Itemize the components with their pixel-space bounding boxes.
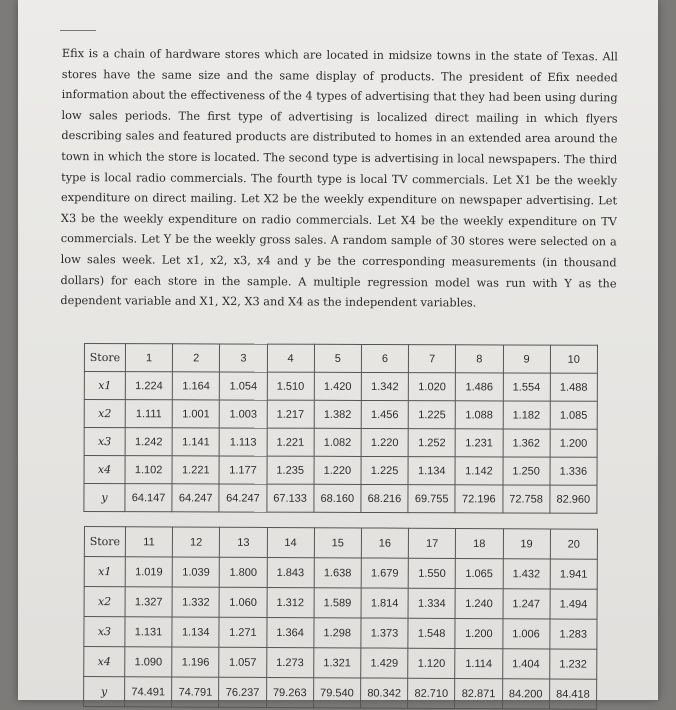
table-cell: 1.225 — [361, 456, 408, 484]
table-row — [84, 456, 597, 486]
table-cell: 1.342 — [361, 372, 408, 400]
table-cell: 1.200 — [455, 618, 502, 648]
table-cell: 72.758 — [502, 485, 549, 513]
table-cell: 68.216 — [361, 484, 408, 512]
table-cell: 1.242 — [125, 428, 172, 456]
table-cell: 84.200 — [502, 679, 549, 709]
table-row — [84, 428, 597, 458]
table-cell: 1.088 — [456, 401, 503, 429]
store-header-label: Store — [84, 344, 125, 372]
table-cell: 82.710 — [408, 678, 455, 708]
store-number: 6 — [361, 344, 408, 372]
table-cell: 1.362 — [503, 429, 550, 457]
store-number: 16 — [361, 528, 408, 558]
table-cell: 1.494 — [550, 589, 597, 619]
table-cell: 1.327 — [125, 587, 172, 617]
table-cell: 82.960 — [550, 485, 597, 513]
store-number: 19 — [503, 529, 550, 559]
table-cell: 1.336 — [550, 457, 597, 485]
table-header-row — [84, 527, 597, 560]
table-cell: 1.334 — [408, 588, 455, 618]
data-table-stores-11-20 — [83, 526, 598, 710]
store-number: 20 — [550, 529, 597, 559]
table-cell: 74.791 — [172, 677, 219, 707]
table-cell: 1.006 — [502, 619, 549, 649]
variable-label: x2 — [84, 400, 125, 428]
table-header-row — [84, 344, 597, 374]
table-cell: 1.429 — [361, 648, 408, 678]
table-cell: 1.182 — [503, 401, 550, 429]
table-cell: 68.160 — [314, 484, 361, 512]
table-cell: 1.090 — [125, 647, 172, 677]
table-cell: 1.164 — [172, 372, 219, 400]
store-number: 2 — [173, 344, 220, 372]
table-cell: 1.488 — [550, 373, 597, 401]
table-row — [84, 587, 597, 620]
table-cell: 1.941 — [550, 559, 597, 589]
table-cell: 1.131 — [125, 617, 172, 647]
store-number: 18 — [456, 528, 503, 558]
store-number: 14 — [267, 527, 314, 557]
table-cell: 1.235 — [267, 456, 314, 484]
table-cell: 1.220 — [314, 456, 361, 484]
table-cell: 1.843 — [267, 557, 314, 587]
table-row — [84, 484, 597, 514]
table-cell: 1.420 — [314, 372, 361, 400]
table-cell: 1.486 — [456, 373, 503, 401]
table-cell: 1.019 — [125, 557, 172, 587]
table-cell: 1.142 — [455, 457, 502, 485]
table-cell: 84.418 — [549, 679, 596, 709]
table-cell: 1.273 — [266, 647, 313, 677]
table-cell: 72.196 — [455, 485, 502, 513]
store-number: 12 — [173, 527, 220, 557]
variable-label: y — [84, 484, 125, 512]
table-row — [84, 400, 597, 430]
table-cell: 64.247 — [219, 484, 266, 512]
table-cell: 1.225 — [408, 401, 455, 429]
store-header-label: Store — [84, 527, 125, 557]
table-cell: 1.283 — [550, 619, 597, 649]
table-cell: 1.548 — [408, 618, 455, 648]
table-cell: 1.111 — [125, 400, 172, 428]
data-table-stores-1-10 — [83, 343, 598, 514]
variable-label: x4 — [84, 456, 125, 484]
store-number: 7 — [409, 345, 456, 373]
table-cell: 1.321 — [313, 648, 360, 678]
store-number: 9 — [503, 345, 550, 373]
table-cell: 1.247 — [503, 589, 550, 619]
table-cell: 1.224 — [125, 372, 172, 400]
table-cell: 64.247 — [172, 484, 219, 512]
variable-label: x2 — [84, 587, 125, 617]
table-cell: 1.250 — [503, 457, 550, 485]
table-cell: 1.001 — [172, 400, 219, 428]
table-cell: 74.491 — [125, 677, 172, 707]
variable-label: x1 — [84, 372, 125, 400]
table-cell: 1.404 — [502, 649, 549, 679]
table-cell: 1.220 — [361, 428, 408, 456]
table-cell: 82.871 — [455, 678, 502, 708]
variable-label: x1 — [84, 557, 125, 587]
table-cell: 1.003 — [220, 400, 267, 428]
table-cell: 1.060 — [219, 587, 266, 617]
store-number: 5 — [314, 344, 361, 372]
table-cell: 1.134 — [172, 617, 219, 647]
table-cell: 1.364 — [266, 617, 313, 647]
table-cell: 1.312 — [267, 587, 314, 617]
table-row — [84, 372, 597, 402]
table-cell: 1.054 — [220, 372, 267, 400]
table-cell: 1.232 — [549, 649, 596, 679]
document-page — [18, 0, 658, 700]
table-cell: 79.540 — [313, 678, 360, 708]
table-cell: 1.039 — [172, 557, 219, 587]
table-cell: 1.679 — [361, 558, 408, 588]
table-cell: 79.263 — [266, 677, 313, 707]
table-row — [84, 557, 597, 590]
table-cell: 1.141 — [172, 428, 219, 456]
table-cell: 1.240 — [455, 588, 502, 618]
table-cell: 1.085 — [550, 401, 597, 429]
table-cell: 80.342 — [360, 678, 407, 708]
table-cell: 1.271 — [219, 617, 266, 647]
variable-label: y — [84, 677, 125, 707]
variable-label: x4 — [84, 647, 125, 677]
store-number: 17 — [408, 528, 455, 558]
table-cell: 1.114 — [455, 648, 502, 678]
table-cell: 1.332 — [172, 587, 219, 617]
table-cell: 1.382 — [314, 400, 361, 428]
table-cell: 1.134 — [408, 457, 455, 485]
table-cell: 1.113 — [219, 428, 266, 456]
table-cell: 1.221 — [267, 428, 314, 456]
table-cell: 1.456 — [361, 400, 408, 428]
table-row — [84, 677, 597, 710]
table-cell: 1.550 — [408, 558, 455, 588]
table-cell: 1.102 — [125, 456, 172, 484]
table-cell: 1.231 — [455, 429, 502, 457]
variable-label: x3 — [84, 617, 125, 647]
store-number: 4 — [267, 344, 314, 372]
table-cell: 64.147 — [125, 484, 172, 512]
store-number: 11 — [125, 527, 172, 557]
table-cell: 1.057 — [219, 647, 266, 677]
table-cell: 1.082 — [314, 428, 361, 456]
table-cell: 1.196 — [172, 647, 219, 677]
table-cell: 67.133 — [266, 484, 313, 512]
variable-label: x3 — [84, 428, 125, 456]
store-number: 3 — [220, 344, 267, 372]
table-row — [84, 647, 597, 680]
table-cell: 76.237 — [219, 677, 266, 707]
table-cell: 1.221 — [172, 456, 219, 484]
table-cell: 1.510 — [267, 372, 314, 400]
store-number: 1 — [125, 344, 172, 372]
table-cell: 1.432 — [503, 559, 550, 589]
header-rule — [60, 30, 96, 31]
table-cell: 1.065 — [455, 558, 502, 588]
table-cell: 1.554 — [503, 373, 550, 401]
table-cell: 1.800 — [220, 557, 267, 587]
table-cell: 1.589 — [314, 588, 361, 618]
store-number: 8 — [456, 345, 503, 373]
table-cell: 1.177 — [219, 456, 266, 484]
table-cell: 1.638 — [314, 558, 361, 588]
table-cell: 1.252 — [408, 429, 455, 457]
table-cell: 1.373 — [361, 618, 408, 648]
table-cell: 1.217 — [267, 400, 314, 428]
table-cell: 1.020 — [408, 373, 455, 401]
table-cell: 69.755 — [408, 485, 455, 513]
table-cell: 1.200 — [550, 429, 597, 457]
table-cell: 1.120 — [408, 648, 455, 678]
table-cell: 1.298 — [314, 618, 361, 648]
store-number: 15 — [314, 528, 361, 558]
table-row — [84, 617, 597, 650]
problem-paragraph: Efix is a chain of hardware stores which are located in midsize towns in the state of Texas. All stores have the same size and the same display of products. The president of Efix needed information about the effectiveness of the 4 types of advertising that they had been using during low sales periods. The first type of advertising is localized direct mailing in which flyers describing sales and featured products are distributed to homes in an extended area around the town in which the store is located. The second type is advertising in local newspapers. The third type is local radio commercials. The fourth type is local TV commercials. Let X1 be the weekly expenditure on direct mailing. Let X2 be the weekly expenditure on newspaper advertising. Let X3 be the weekly expenditure on radio commercials. Let X4 be the weekly expenditure on TV commercials. Let Y be the weekly gross sales. A random sample of 30 stores were selected on a low sales week. Let x1, x2, x3, x4 and y be the corresponding measurements (in thousand dollars) for each store in the sample. A multiple regression model was run with Y as the dependent variable and X1, X2, X3 and X4 as the independent variables. — [60, 46, 618, 310]
table-cell: 1.814 — [361, 588, 408, 618]
store-number: 10 — [550, 345, 597, 373]
store-number: 13 — [220, 527, 267, 557]
